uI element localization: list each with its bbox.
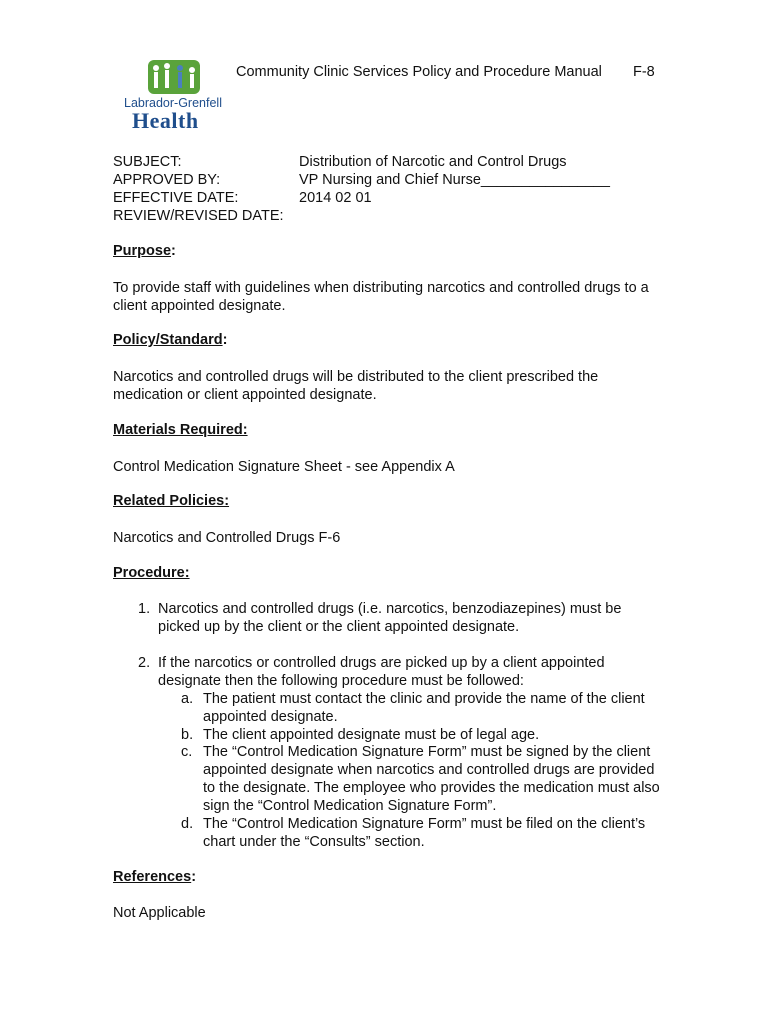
subitem-letter: a. (181, 691, 194, 707)
procedure-subitem (181, 743, 661, 815)
subject-value: Distribution of Narcotic and Control Drugs (299, 154, 567, 170)
subject-label: SUBJECT: (113, 154, 182, 170)
policy-code: F-8 (633, 64, 655, 80)
approved-by-label: APPROVED BY: (113, 172, 221, 188)
procedure-item-number: 1. (138, 601, 151, 617)
subitem-text: The client appointed designate must be of legal age. (203, 727, 540, 743)
related-policies-heading: Related Policies: (113, 493, 230, 509)
procedure-subitem (181, 815, 661, 851)
subitem-letter: c. (181, 744, 193, 760)
approved-by-value: VP Nursing and Chief Nurse________________ (299, 172, 610, 188)
logo-line-2: Health (132, 108, 199, 133)
related-policies-text: Narcotics and Controlled Drugs F-6 (113, 530, 341, 546)
logo-line-1: Labrador-Grenfell (124, 96, 222, 110)
materials-text: Control Medication Signature Sheet - see Appendix A (113, 459, 455, 475)
procedure-subitem (181, 726, 661, 744)
procedure-item-number: 2. (138, 655, 151, 671)
organization-logo (120, 58, 230, 136)
procedure-heading: Procedure: (113, 565, 190, 581)
logo-figures-icon (120, 58, 230, 98)
procedure-item-text: Narcotics and controlled drugs (i.e. narcotics, benzodiazepines) must be picked up by the client or the client appointed designate. (158, 601, 622, 635)
purpose-heading: Purpose: (113, 243, 176, 259)
effective-date-label: EFFECTIVE DATE: (113, 190, 239, 206)
procedure-item-text: If the narcotics or controlled drugs are picked up by a client appointed designate then the following procedure must be followed: (158, 655, 605, 689)
policy-heading: Policy/Standard: (113, 332, 228, 348)
subitem-text: The “Control Medication Signature Form” must be signed by the client appointed designate when narcotics and controlled drugs are provided to the designate. The employee who provides the medication must also sign the “Control Medication Signature Form”. (203, 744, 660, 814)
policy-text: Narcotics and controlled drugs will be distributed to the client prescribed the medication or client appointed designate. (113, 369, 599, 403)
procedure-item (138, 654, 658, 690)
subitem-letter: d. (181, 816, 194, 832)
procedure-subitem (181, 690, 661, 726)
references-heading: References: (113, 869, 197, 885)
manual-title: Community Clinic Services Policy and Procedure Manual (236, 64, 602, 80)
review-date-label: REVIEW/REVISED DATE: (113, 208, 284, 224)
purpose-text: To provide staff with guidelines when distributing narcotics and controlled drugs to a client appointed designate. (113, 280, 649, 314)
materials-heading: Materials Required: (113, 422, 248, 438)
subitem-text: The “Control Medication Signature Form” must be filed on the client’s chart under the “Consults” section. (203, 816, 646, 850)
references-text: Not Applicable (113, 905, 206, 921)
subitem-letter: b. (181, 727, 194, 743)
subitem-text: The patient must contact the clinic and provide the name of the client appointed designate. (203, 691, 645, 725)
effective-date-value: 2014 02 01 (299, 190, 372, 206)
procedure-item (138, 600, 658, 636)
